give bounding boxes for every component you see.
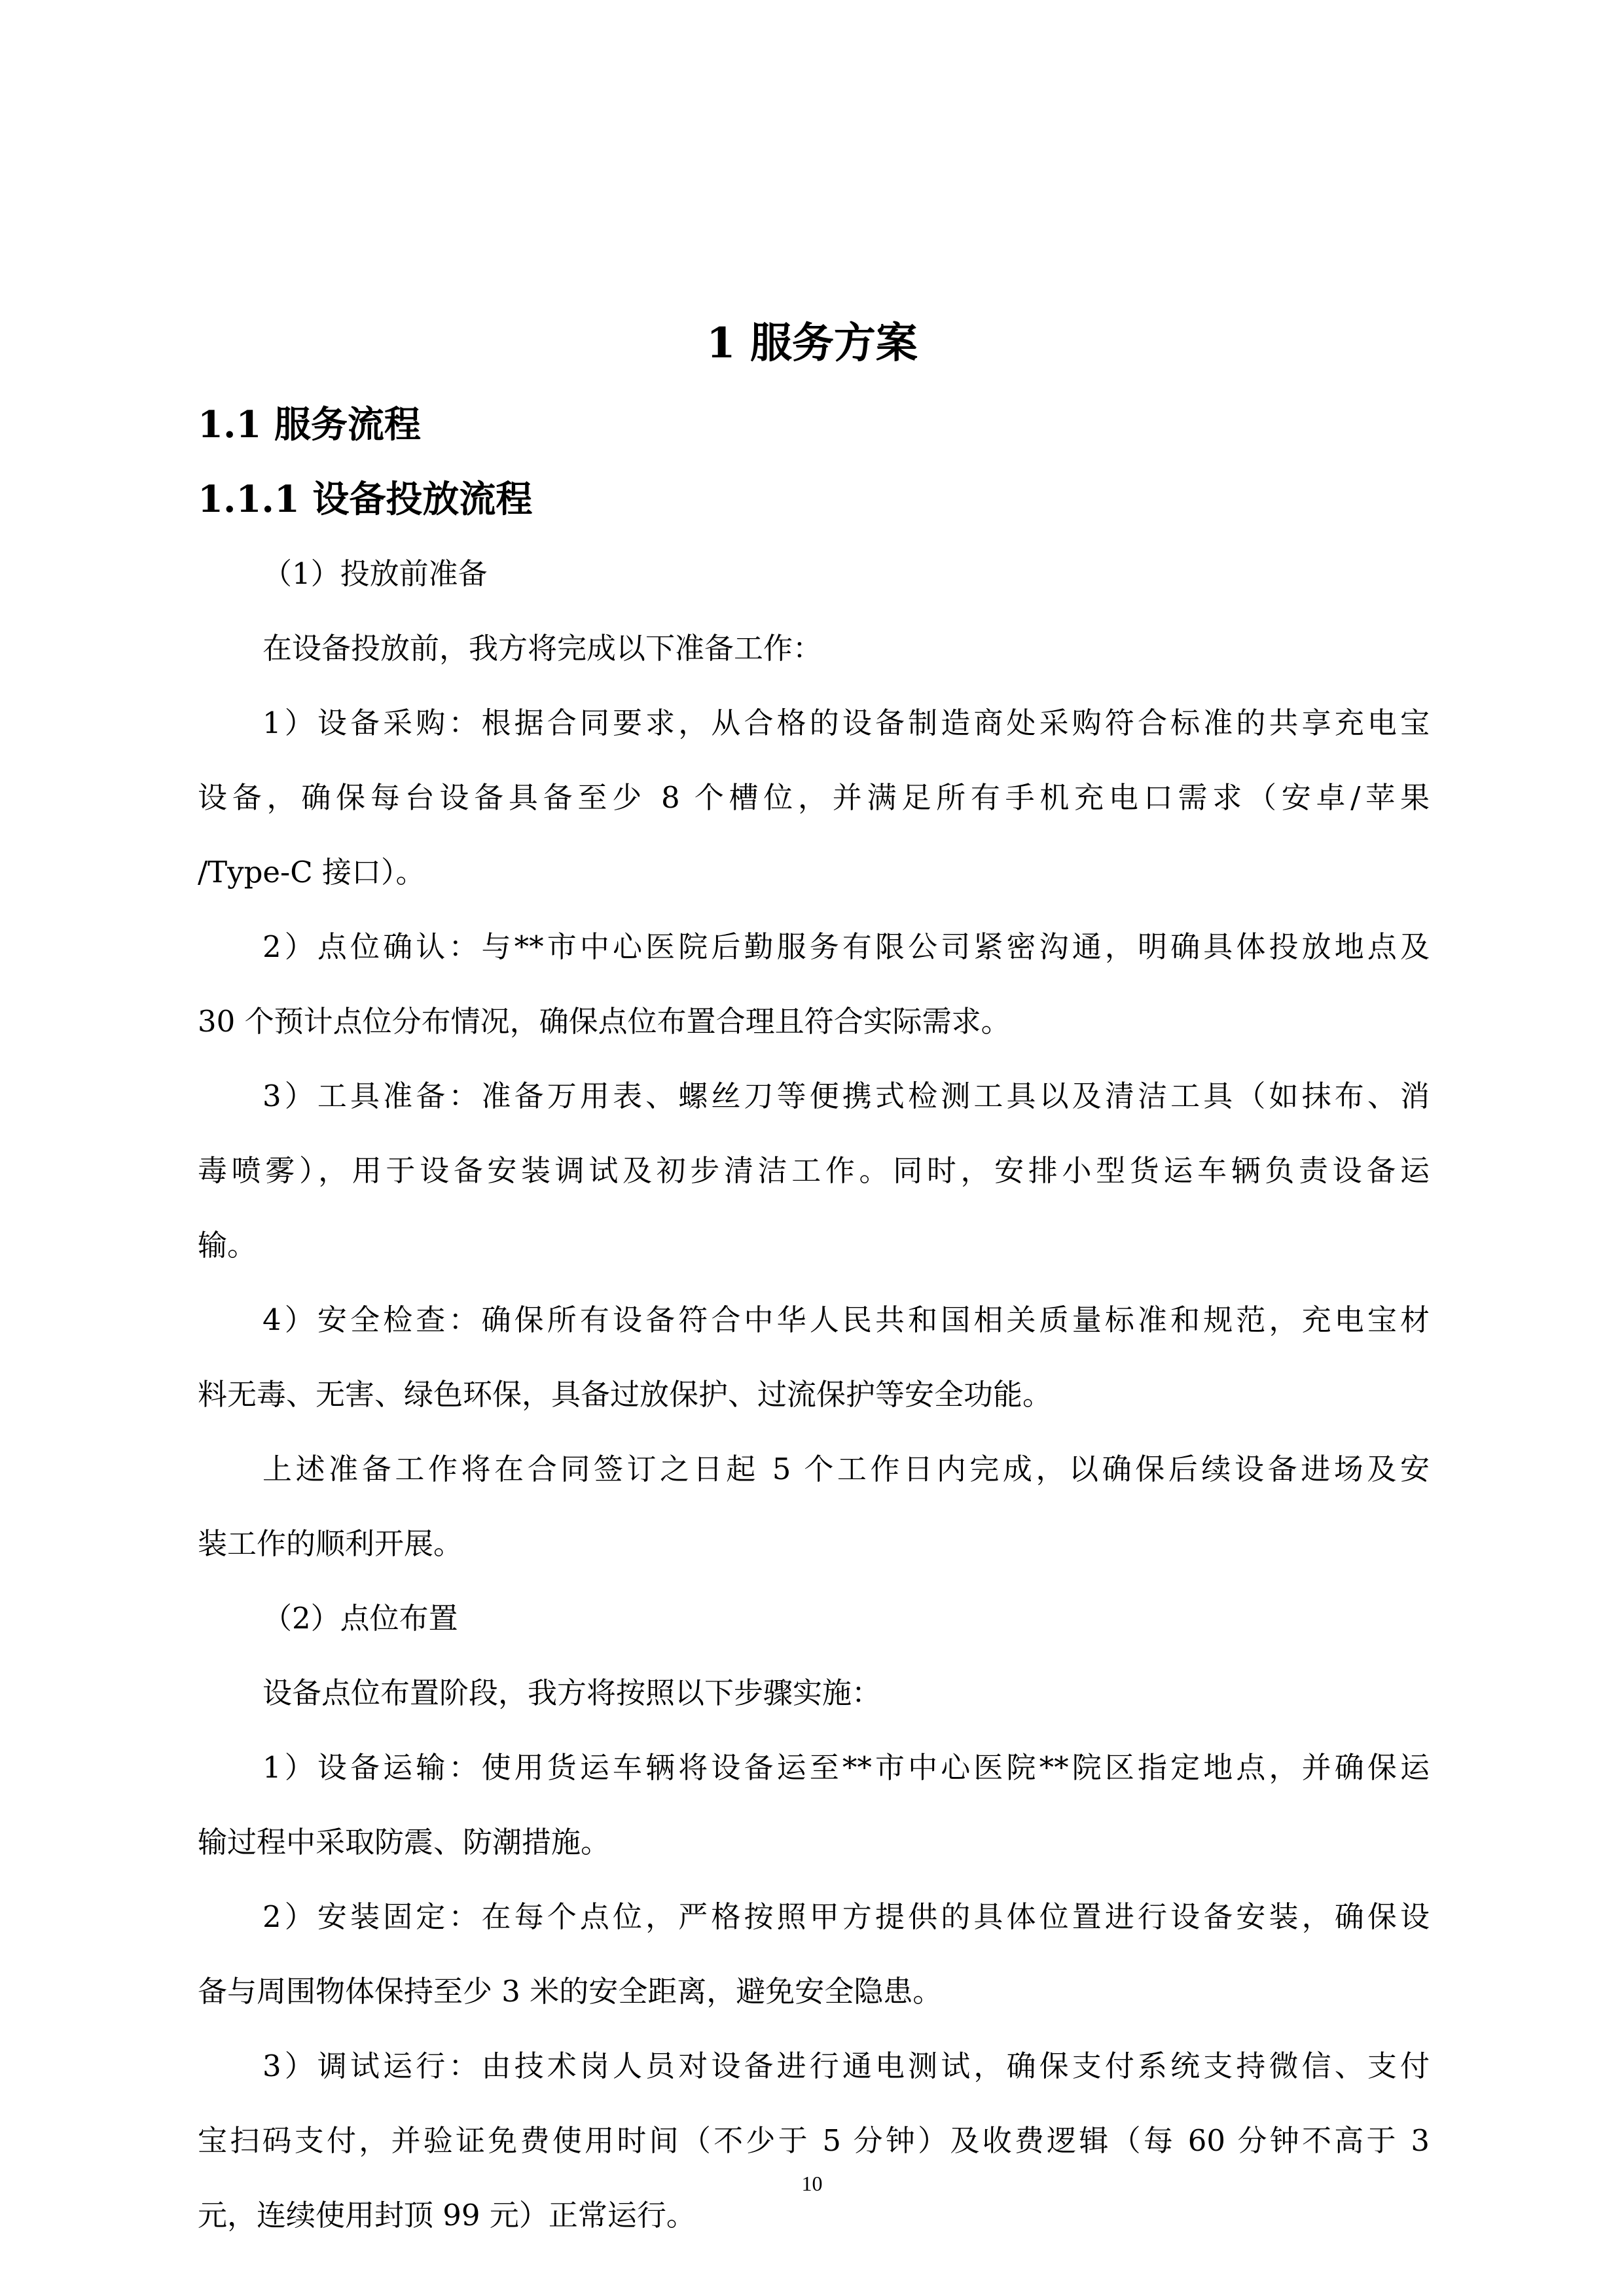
text-line: 装工作的顺利开展。 <box>198 1526 463 1561</box>
page-number: 10 <box>801 2172 823 2195</box>
text-line: 料无毒、无害、绿色环保，具备过放保护、过流保护等安全功能。 <box>198 1377 1053 1412</box>
text-line: 上述准备工作将在合同签订之日起 5 个工作日内完成，以确保后续设备进场及安 <box>262 1452 1430 1486</box>
text-line: 元，连续使用封顶 99 元）正常运行。 <box>198 2198 696 2233</box>
text-line: 毒喷雾），用于设备安装调试及初步清洁工作。同时，安排小型货运车辆负责设备运 <box>198 1153 1430 1188</box>
text-line: 设备，确保每台设备具备至少 8 个槽位，并满足所有手机充电口需求（安卓/苹果 <box>198 780 1430 815</box>
text-line: 备与周围物体保持至少 3 米的安全距离，避免安全隐患。 <box>198 1974 943 2009</box>
text-line: /Type-C 接口）。 <box>198 855 425 889</box>
text-line: 宝扫码支付，并验证免费使用时间（不少于 5 分钟）及收费逻辑（每 60 分钟不高于 3 <box>198 2123 1430 2158</box>
subsection-heading: 1.1.1 设备投放流程 <box>198 478 533 521</box>
section-heading: 1.1 服务流程 <box>198 403 421 446</box>
text-line: 2）安装固定：在每个点位，严格按照甲方提供的具体位置进行设备安装，确保设 <box>262 1899 1430 1934</box>
text-line: 3）工具准备：准备万用表、螺丝刀等便携式检测工具以及清洁工具（如抹布、消 <box>262 1079 1430 1113</box>
text-line: （1）投放前准备 <box>262 556 488 591</box>
text-line: 30 个预计点位分布情况，确保点位布置合理且符合实际需求。 <box>198 1004 1011 1039</box>
chapter-title: 1 服务方案 <box>706 319 918 368</box>
text-line: （2）点位布置 <box>262 1601 458 1636</box>
text-line: 4）安全检查：确保所有设备符合中华人民共和国相关质量标准和规范，充电宝材 <box>262 1302 1430 1337</box>
text-line: 设备点位布置阶段，我方将按照以下步骤实施： <box>262 1676 882 1710</box>
text-line: 输过程中采取防震、防潮措施。 <box>198 1825 611 1859</box>
body-text <box>198 537 1430 2253</box>
text-line: 输。 <box>198 1228 257 1263</box>
text-line: 在设备投放前，我方将完成以下准备工作： <box>262 631 823 666</box>
text-line: 1）设备运输：使用货运车辆将设备运至**市中心医院**院区指定地点，并确保运 <box>262 1750 1430 1785</box>
text-line: 1）设备采购：根据合同要求，从合格的设备制造商处采购符合标准的共享充电宝 <box>262 706 1430 740</box>
text-line: 3）调试运行：由技术岗人员对设备进行通电测试，确保支付系统支持微信、支付 <box>262 2049 1430 2083</box>
text-line: 2）点位确认：与**市中心医院后勤服务有限公司紧密沟通，明确具体投放地点及 <box>262 929 1430 964</box>
